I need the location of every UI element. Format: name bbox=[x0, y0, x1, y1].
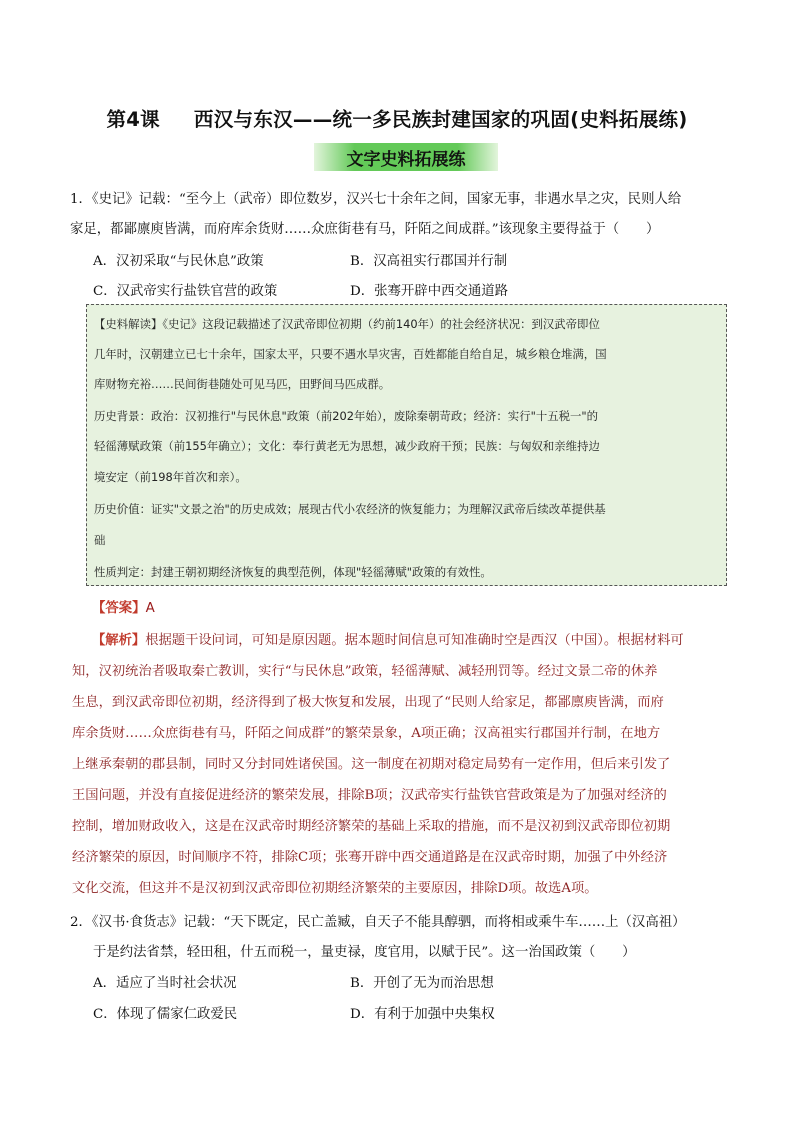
analysis-line-7: 历史价值：证实"文景之治"的历史成效；展现古代小农经济的恢复能力；为理解汉武帝后续改革提供基 bbox=[94, 502, 606, 516]
lesson-number: 第4课 bbox=[106, 108, 160, 131]
q1-stem-line-1: 1．《史记》记载：“至今上（武帝）即位数岁，汉兴七十余年之间，国家无事，非遇水旱之灾，民则人给 bbox=[70, 192, 682, 207]
analysis-line-1: 【史料解读】《史记》这段记载描述了汉武帝即位初期（约前140年）的社会经济状况：到汉武帝即位 bbox=[94, 317, 600, 331]
q2-option-a: A．适应了当时社会状况 bbox=[93, 976, 237, 991]
analysis-line-6: 境安定（前198年首次和亲）。 bbox=[94, 470, 247, 484]
q1-option-d: D．张骞开辟中西交通道路 bbox=[350, 284, 509, 299]
lesson-title: 西汉与东汉——统一多民族封建国家的巩固(史料拓展练) bbox=[193, 108, 688, 131]
solution-line-1 bbox=[92, 629, 684, 648]
q1-option-b: B．汉高祖实行郡国并行制 bbox=[350, 254, 508, 269]
q2-option-c: C．体现了儒家仁政爱民 bbox=[93, 1007, 238, 1022]
analysis-line-9: 性质判定：封建王朝初期经济恢复的典型范例，体现"轻徭薄赋"政策的有效性。 bbox=[94, 565, 492, 579]
analysis-line-2: 几年时，汉朝建立已七十余年，国家太平，只要不遇水旱灾害，百姓都能自给自足，城乡粮仓堆满，国 bbox=[94, 347, 607, 361]
solution-line-5: 上继承秦朝的郡县制，同时又分封同姓诸侯国。这一制度在初期对稳定局势有一定作用，但后来引发了 bbox=[72, 757, 671, 772]
analysis-line-5: 轻徭薄赋政策（前155年确立）；文化：奉行黄老无为思想，减少政府干预；民族：与匈奴和亲维持边 bbox=[94, 439, 600, 453]
solution-line-4: 库余货财……众庶街巷有马，阡陌之间成群”的繁荣景象，A项正确；汉高祖实行郡国并行制，在地方 bbox=[72, 726, 661, 741]
analysis-line-8: 础 bbox=[94, 533, 106, 547]
q2-option-d: D．有利于加强中央集权 bbox=[350, 1007, 495, 1022]
solution-line-3: 生息，到汉武帝即位初期，经济得到了极大恢复和发展，出现了“民则人给家足，都鄙廪庾皆满，而府 bbox=[72, 695, 664, 710]
q1-option-c: C．汉武帝实行盐铁官营的政策 bbox=[93, 284, 278, 299]
solution-line-6: 王国问题，并没有直接促进经济的繁荣发展，排除B项；汉武帝实行盐铁官营政策是为了加强对经济的 bbox=[72, 788, 667, 803]
solution-line-7: 控制，增加财政收入，这是在汉武帝时期经济繁荣的基础上采取的措施，而不是汉初到汉武帝即位初期 bbox=[72, 819, 671, 834]
solution-line-2: 知，汉初统治者吸取秦亡教训，实行“与民休息”政策，轻徭薄赋、减轻刑罚等。经过文景二帝的休养 bbox=[72, 664, 658, 679]
analysis-line-3: 库财物充裕……民间街巷随处可见马匹，田野间马匹成群。 bbox=[94, 377, 391, 391]
answer-label: 【答案】 bbox=[92, 601, 146, 616]
solution-label: 【解析】 bbox=[92, 633, 146, 648]
q2-stem-line-2: 于是约法省禁，轻田租，什五而税一，量吏禄，度官用，以赋于民”。这一治国政策（ ） bbox=[93, 945, 636, 960]
answer-value: A bbox=[145, 601, 155, 616]
solution-line-9: 文化交流，但这并不是汉初到汉武帝即位初期经济繁荣的主要原因，排除D项。故选A项。 bbox=[72, 881, 598, 896]
q2-stem-line-1: 2．《汉书·食货志》记载：“天下既定，民亡盖臧，自天子不能具醇驷，而将相或乘牛车……上（汉高祖） bbox=[70, 915, 686, 930]
q2-option-b: B．开创了无为而治思想 bbox=[350, 976, 494, 991]
q1-option-a: A．汉初采取“与民休息”政策 bbox=[93, 254, 264, 269]
section-banner: 文字史料拓展练 bbox=[346, 150, 466, 170]
solution-line-8: 经济繁荣的原因，时间顺序不符，排除C项；张骞开辟中西交通道路是在汉武帝时期，加强了中外经济 bbox=[72, 850, 668, 865]
solution-text-1: 根据题干设问词，可知是原因题。据本题时间信息可知准确时空是西汉（中国）。根据材料可 bbox=[145, 633, 684, 648]
answer-line bbox=[92, 597, 155, 616]
page-title bbox=[0, 104, 794, 132]
analysis-line-4: 历史背景：政治：汉初推行"与民休息"政策（前202年始），废除秦朝苛政；经济：实行"十五税一"的 bbox=[94, 409, 599, 423]
q1-stem-line-2: 家足，都鄙廪庾皆满，而府库余货财……众庶街巷有马，阡陌之间成群。”该现象主要得益于（ ） bbox=[70, 222, 660, 237]
